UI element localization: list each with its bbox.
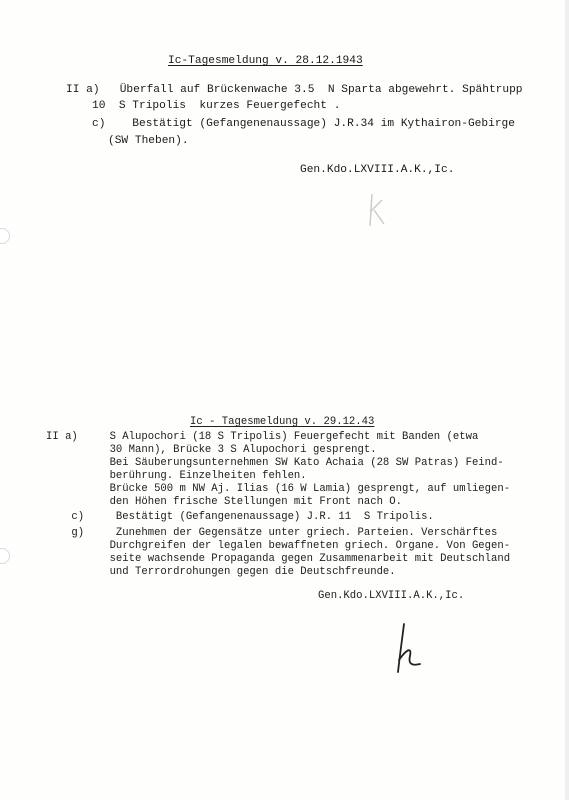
report2-signature: Gen.Kdo.LXVIII.A.K.,Ic. <box>318 590 465 602</box>
report1-line-a2: 10 S Tripolis kurzes Feuergefecht . <box>92 100 341 112</box>
report1-signature: Gen.Kdo.LXVIII.A.K.,Ic. <box>300 164 455 176</box>
report2-title: Ic - Tagesmeldung v. 29.12.43 <box>190 416 375 428</box>
report2-line: seite wachsende Propaganda gegen Zusammenarbeit mit Deutschland <box>46 553 511 565</box>
report1-title: Ic-Tagesmeldung v. 28.12.1943 <box>168 55 363 67</box>
report2-line: berührung. Einzelheiten fehlen. <box>46 470 307 482</box>
punch-hole-bottom <box>0 548 10 564</box>
report2-line: Brücke 500 m NW Aj. Ilias (16 W Lamia) gesprengt, auf umliegen- <box>46 483 511 495</box>
report2-line: und Terrordrohungen gegen die Deutschfreunde. <box>46 566 396 578</box>
punch-hole-top <box>0 228 10 244</box>
handwritten-initial <box>390 620 430 680</box>
report1-line-c1: c) Bestätigt (Gefangenenaussage) J.R.34 im Kythairon-Gebirge <box>92 118 515 130</box>
report2-line: g) Zunehmen der Gegensätze unter griech. Parteien. Verschärftes <box>46 527 498 539</box>
report2-line: II a) S Alupochori (18 S Tripolis) Feuergefecht mit Banden (etwa <box>46 431 479 443</box>
page-edge-shadow <box>565 0 569 800</box>
pencil-mark <box>362 190 392 230</box>
report1-line-c2: (SW Theben). <box>108 135 189 147</box>
report2-line: c) Bestätigt (Gefangenenaussage) J.R. 11 S Tripolis. <box>46 511 434 523</box>
report2-line: den Höhen frische Stellungen mit Front nach O. <box>46 496 403 508</box>
report2-line: 30 Mann), Brücke 3 S Alupochori gesprengt. <box>46 444 377 456</box>
report1-line-a1: II a) Überfall auf Brückenwache 3.5 N Sparta abgewehrt. Spähtrupp <box>66 84 523 96</box>
report2-line: Bei Säuberungsunternehmen SW Kato Achaia (28 SW Patras) Feind- <box>46 457 504 469</box>
report2-line: Durchgreifen der legalen bewaffneten griech. Organe. Von Gegen- <box>46 540 511 552</box>
